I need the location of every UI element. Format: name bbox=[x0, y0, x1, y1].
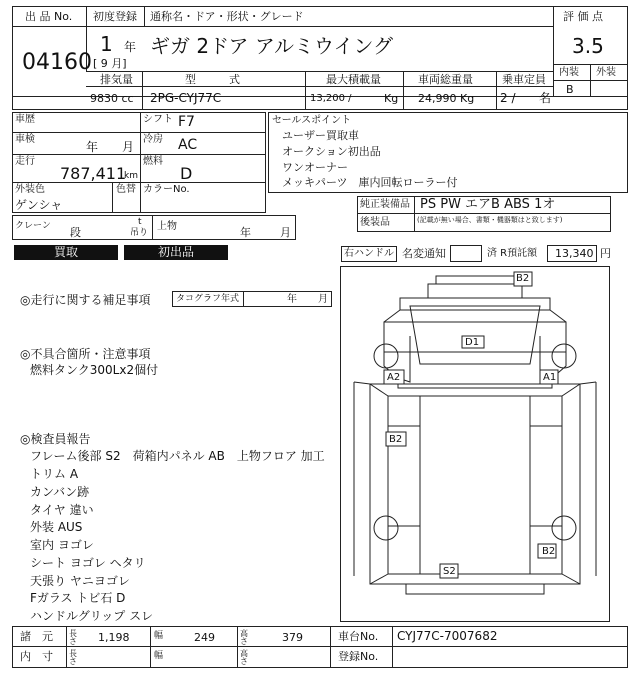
lot-no-label: 出 品 No. bbox=[25, 10, 73, 23]
crane-label: クレーン bbox=[15, 221, 51, 231]
inspector-item: カンバン跡 bbox=[30, 485, 90, 499]
model-label: 型 式 bbox=[185, 73, 240, 86]
purchase-badge: 買取 bbox=[14, 245, 118, 260]
sales-point-item: メッキパーツ 庫内回転ローラー付 bbox=[282, 176, 458, 189]
shift-label: シフト bbox=[143, 114, 173, 125]
mileage-unit: km bbox=[124, 171, 138, 181]
inspector-item: タイヤ 違い bbox=[30, 503, 94, 517]
fuel-label: 燃料 bbox=[143, 156, 163, 167]
length-label: 長さ bbox=[69, 629, 77, 646]
height-value: 379 bbox=[282, 631, 303, 644]
handle-value: 右ハンドル bbox=[344, 248, 394, 259]
diagram-mark-b2-right: B2 bbox=[542, 546, 556, 557]
max-load-label: 最大積載量 bbox=[326, 73, 381, 86]
rating-label: 評 価 点 bbox=[563, 10, 603, 23]
inspector-item: 天張り ヤニヨゴレ bbox=[30, 574, 130, 588]
inspector-item: トリム A bbox=[30, 467, 79, 481]
crane-ton-mark: t bbox=[138, 217, 142, 227]
inner-width-label: 幅 bbox=[154, 651, 164, 661]
first-reg-month: [ 9 月] bbox=[93, 57, 127, 70]
tacho-label: タコグラフ年式 bbox=[176, 294, 240, 304]
diagram-mark-a1: A1 bbox=[543, 372, 557, 383]
history-label: 車歴 bbox=[15, 114, 35, 125]
sales-point-item: オークション初出品 bbox=[282, 145, 381, 158]
equipment-value: PS PW エアB ABS 1オ bbox=[420, 197, 556, 212]
inspector-item: シート ヨゴレ ヘタリ bbox=[30, 556, 146, 570]
color-change-label: 色替 bbox=[116, 184, 136, 195]
diagram-mark-d1: D1 bbox=[465, 337, 480, 348]
crane-stage-unit: 段 bbox=[70, 226, 81, 239]
max-load-value: 13,200 / bbox=[310, 93, 352, 104]
inspector-item: Fガラス トビ石 D bbox=[30, 591, 126, 605]
equipment-label: 純正装備品 bbox=[360, 199, 410, 210]
first-listing-badge: 初出品 bbox=[124, 245, 228, 260]
inner-height-label: 高さ bbox=[240, 649, 248, 666]
ac-label: 冷房 bbox=[143, 134, 163, 145]
ac-value: AC bbox=[178, 137, 198, 153]
inspector-item: 外装 AUS bbox=[30, 520, 83, 534]
ext-color-value: ゲンシャ bbox=[15, 198, 63, 212]
inner-dims-label: 内 寸 bbox=[20, 650, 53, 663]
sales-point-item: ワンオーナー bbox=[282, 161, 348, 174]
capacity-value: 2 / bbox=[500, 91, 516, 105]
max-load-unit: Kg bbox=[384, 92, 399, 105]
fuel-value: D bbox=[180, 164, 193, 183]
upper-month-unit: 月 bbox=[280, 226, 291, 239]
crane-row bbox=[12, 215, 296, 240]
inspector-item: ハンドルグリップ スレ bbox=[30, 609, 154, 623]
gross-weight-label: 車両総重量 bbox=[418, 73, 473, 86]
dims-label: 諸 元 bbox=[20, 630, 53, 643]
vehicle-name-label: 通称名・ドア・形状・グレード bbox=[150, 10, 304, 23]
recycle-label: 済 R預託額 bbox=[487, 248, 538, 259]
shift-value: F7 bbox=[178, 114, 195, 130]
displacement-value: 9830 cc bbox=[90, 92, 134, 105]
name-change-label: 名変通知 bbox=[402, 247, 446, 260]
chassis-label: 車台No. bbox=[338, 630, 379, 643]
defects-label: ◎不具合箇所・注意事項 bbox=[20, 347, 151, 361]
defect-item: 燃料タンク300Lx2個付 bbox=[30, 363, 159, 377]
registration-label: 登録No. bbox=[338, 650, 379, 663]
truck-diagram bbox=[340, 266, 610, 622]
aftermarket-label: 後装品 bbox=[360, 217, 390, 228]
inspection-label: 車検 bbox=[15, 134, 35, 145]
first-reg-year-unit: 年 bbox=[124, 40, 137, 54]
inspection-month-unit: 月 bbox=[122, 140, 135, 154]
height-label: 高さ bbox=[240, 629, 248, 646]
recycle-unit: 円 bbox=[600, 247, 611, 260]
recycle-amount: 13,340 bbox=[555, 247, 594, 260]
model-value: 2PG-CYJ77C bbox=[150, 91, 222, 105]
driving-notes-label: ◎走行に関する補足事項 bbox=[20, 293, 151, 307]
gross-weight-value: 24,990 Kg bbox=[418, 92, 475, 105]
vehicle-name: ギガ 2ドア アルミウイング bbox=[150, 34, 394, 58]
sales-points-label: セールスポイント bbox=[272, 115, 352, 126]
width-label: 幅 bbox=[154, 631, 164, 641]
interior-label: 内装 bbox=[559, 67, 579, 78]
interior-grade: B bbox=[566, 83, 574, 96]
chassis-value: CYJ77C-7007682 bbox=[397, 629, 498, 643]
inspector-item: フレーム後部 S2 荷箱内パネル AB 上物フロア 加工 bbox=[30, 449, 325, 463]
diagram-mark-s2: S2 bbox=[443, 566, 456, 577]
name-change-box bbox=[450, 245, 482, 262]
tacho-month-unit: 月 bbox=[318, 294, 328, 305]
ext-color-label: 外装色 bbox=[15, 184, 45, 195]
first-reg-year: 1 bbox=[100, 32, 113, 56]
color-no-label: カラーNo. bbox=[143, 184, 190, 195]
first-reg-label: 初度登録 bbox=[93, 10, 137, 23]
width-value: 249 bbox=[194, 631, 215, 644]
inspector-label: ◎検査員報告 bbox=[20, 432, 91, 446]
tacho-year-unit: 年 bbox=[287, 294, 297, 305]
inspection-year-unit: 年 bbox=[86, 140, 99, 154]
aftermarket-note: (記載が無い場合、書類・機器類はと致します) bbox=[417, 216, 563, 224]
rating-score: 3.5 bbox=[572, 34, 604, 58]
upper-year-unit: 年 bbox=[240, 226, 251, 239]
mileage-label: 走行 bbox=[15, 156, 35, 167]
inner-length-label: 長さ bbox=[69, 649, 77, 666]
capacity-label: 乗車定員 bbox=[502, 73, 546, 86]
upper-label: 上物 bbox=[157, 221, 177, 232]
displacement-label: 排気量 bbox=[100, 73, 133, 86]
inspector-item: 室内 ヨゴレ bbox=[30, 538, 94, 552]
sales-point-item: ユーザー買取車 bbox=[282, 129, 359, 142]
capacity-unit: 名 bbox=[539, 91, 552, 105]
mileage-value: 787,411 bbox=[60, 164, 127, 183]
length-value: 1,198 bbox=[98, 631, 130, 644]
diagram-mark-a2: A2 bbox=[387, 372, 401, 383]
lot-number: 04160 bbox=[22, 50, 92, 75]
diagram-mark-b2-side: B2 bbox=[389, 434, 403, 445]
diagram-mark-b2-top: B2 bbox=[516, 273, 530, 284]
exterior-label: 外装 bbox=[596, 67, 616, 78]
crane-ton-label: 吊り bbox=[130, 228, 149, 238]
